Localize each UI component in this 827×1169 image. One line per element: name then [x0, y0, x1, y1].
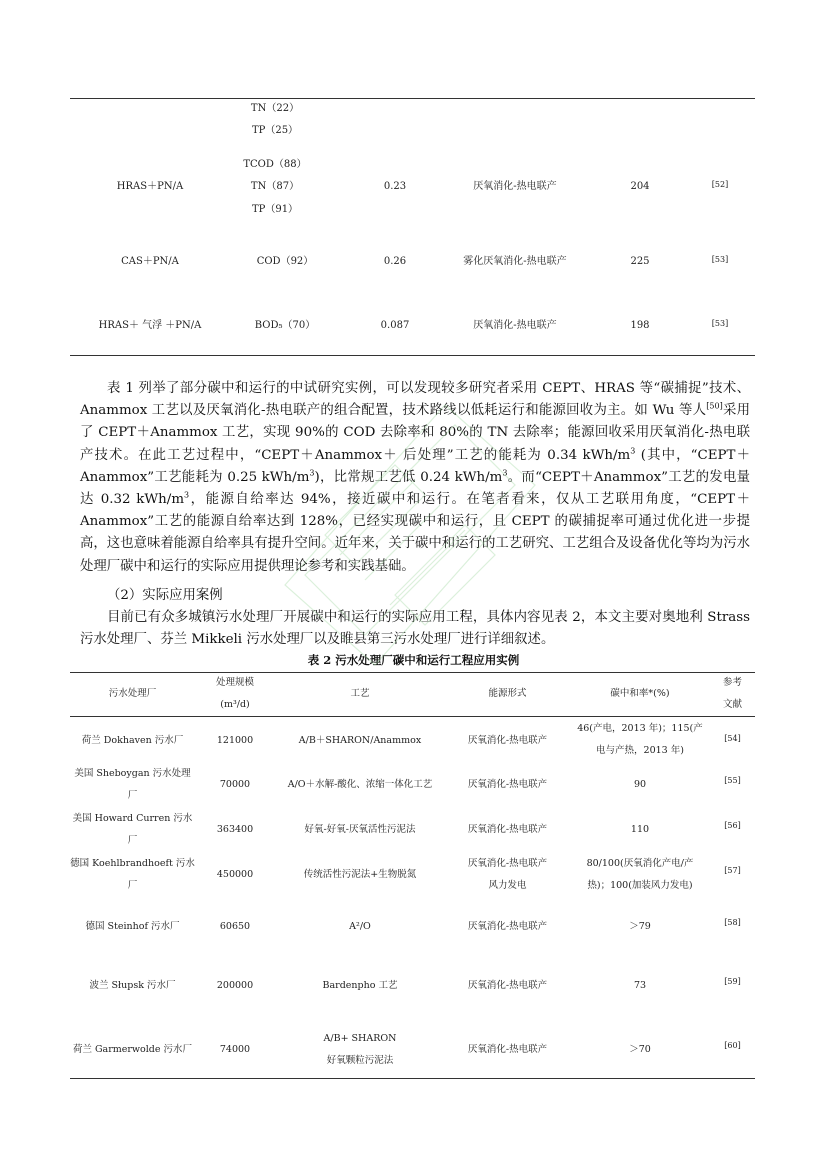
t2-header-scale-2: (m³/d) [220, 699, 250, 710]
t2-r3-energy-0: 厌氧消化-热电联产 [467, 858, 548, 869]
table1-bottom-rule [70, 355, 755, 356]
table2-bottom-rule [70, 1078, 755, 1079]
t2-r6-plant: 荷兰 Garmerwolde 污水厂 [72, 1044, 193, 1055]
t2-r0-scale: 121000 [216, 735, 254, 746]
t2-r3-energy-1: 风力发电 [488, 880, 527, 891]
t2-r3-rate-0: 80/100(厌氧消化产电/产 [586, 858, 694, 869]
t2-r0-rate-0: 46(产电，2013 年)；115(产 [577, 723, 703, 734]
t2-r3-plant-1: 厂 [127, 880, 138, 891]
t2-header-ref-1: 参考 [722, 677, 742, 688]
t1-r3-process: HRAS＋ 气浮 ＋PN/A [98, 320, 202, 331]
t1-r0-removal-0: TN（22） [250, 103, 300, 114]
t1-r3-rate: 198 [630, 320, 650, 331]
t1-r1-removal-0: TCOD（88） [243, 159, 307, 170]
p1-citation[interactable]: [50] [706, 401, 723, 411]
t2-r5-ref: [59] [724, 977, 741, 986]
t2-r2-plant-0: 美国 Howard Curren 污水 [72, 813, 193, 824]
t1-r2-rate: 225 [630, 256, 650, 267]
table2-top-rule [70, 672, 755, 673]
t2-r0-process: A/B＋SHARON/Anammox [298, 735, 422, 746]
t2-r0-plant: 荷兰 Dokhaven 污水厂 [81, 735, 184, 746]
t1-r2-ref: [53] [711, 255, 729, 264]
t2-header-scale-1: 处理规模 [215, 677, 254, 688]
t1-r2-energy-type: 雾化厌氧消化-热电联产 [463, 256, 567, 267]
body-paragraph-1 [80, 378, 750, 578]
section-heading: （2）实际应用案例 [107, 588, 223, 603]
t2-r5-plant: 波兰 Słupsk 污水厂 [89, 980, 176, 991]
t1-r3-removal-0: BOD₅（70） [254, 320, 316, 331]
t2-r1-plant-0: 美国 Sheboygan 污水处理 [74, 768, 191, 779]
t2-r2-rate: 110 [630, 824, 650, 835]
t2-r5-energy: 厌氧消化-热电联产 [467, 980, 548, 991]
p1-text-a: 表 1 列举了部分碳中和运行的中试研究实例，可以发现较多研究者采用 CEPT、HRAS 等“碳捕捉”技术、Anammox 工艺以及厌氧消化-热电联产的组合配置，技术路线以低耗运行和能源回收为主。如 Wu 等人 [80, 381, 750, 419]
t2-r0-energy: 厌氧消化-热电联产 [467, 735, 548, 746]
p1-text-f: ，能源自给率达 94%，接近碳中和运行。在笔者看来，仅从工艺联用角度，“CEPT＋ Anammox”工艺的能源自给率达到 128%，已经实现碳中和运行，且 CEPT 的碳捕捉率可通过优化进一步提高，这也意味着能源自给率具有提升空间。近年来，关于碳中和运行的工艺研究、工艺组合及设备优化等均为污水处理厂碳中和运行的实际应用提供理论参考和实践基础。 [80, 492, 751, 574]
t2-r6-ref: [60] [724, 1041, 741, 1050]
t2-r1-rate: 90 [633, 779, 647, 790]
t2-r3-process: 传统活性污泥法+生物脱氮 [303, 869, 417, 880]
t2-r4-energy: 厌氧消化-热电联产 [467, 921, 548, 932]
p1-superscript: 3 [630, 446, 636, 456]
p1-text-b: 采用了 CEPT＋Anammox 工艺，实现 90%的 COD 去除率和 80%的 TN 去除率；能源回收采用厌氧消化-热电联产技术。在此工艺过程中，“CEPT＋Anammox＋ 后处理”工艺的能耗为 0.34 kWh/m [80, 403, 750, 463]
t2-r5-rate: 73 [633, 980, 647, 991]
t2-r1-plant-1: 厂 [127, 790, 138, 801]
p1-superscript: 3 [309, 468, 315, 478]
t2-r3-rate-1: 热)；100(加装风力发电) [587, 880, 693, 891]
table2-caption: 表 2 污水处理厂碳中和运行工程应用实例 [307, 653, 520, 667]
t2-r6-process-0: A/B+ SHARON [323, 1033, 397, 1044]
t2-header-rate: 碳中和率*(%) [610, 688, 670, 699]
t2-r5-scale: 200000 [216, 980, 254, 991]
t2-r6-scale: 74000 [219, 1044, 251, 1055]
p1-text-d: )，比常规工艺低 0.24 kWh/m [314, 469, 503, 485]
t1-r2-energy: 0.26 [383, 256, 407, 267]
t2-r1-energy: 厌氧消化-热电联产 [467, 779, 548, 790]
t2-r3-plant-0: 德国 Koehlbrandhoeft 污水 [70, 858, 195, 869]
t1-r1-energy: 0.23 [383, 181, 407, 192]
t1-r3-energy: 0.087 [380, 320, 410, 331]
t2-r1-process: A/O＋水解-酸化、浓缩一体化工艺 [287, 779, 433, 790]
t2-r5-process: Bardenpho 工艺 [322, 980, 398, 991]
t2-r2-ref: [56] [724, 821, 741, 830]
t2-r1-ref: [55] [724, 776, 741, 785]
t2-r4-process: A²/O [349, 921, 371, 932]
t1-r2-process: CAS＋PN/A [121, 256, 179, 267]
t1-r1-rate: 204 [630, 181, 650, 192]
t2-r0-ref: [54] [724, 734, 741, 743]
p1-superscript: 3 [184, 490, 190, 500]
t2-header-process: 工艺 [350, 688, 370, 699]
t2-r6-rate: ＞70 [629, 1044, 651, 1055]
t2-r2-scale: 363400 [216, 824, 254, 835]
t1-r3-ref: [53] [711, 319, 729, 328]
t2-r0-rate-1: 电与产热，2013 年) [596, 745, 684, 756]
t1-r1-removal-2: TP（91） [251, 204, 299, 215]
p1-text-c: (其中，“CEPT＋Anammox”工艺能耗为 0.25 kWh/m [80, 447, 750, 485]
t2-header-ref-2: 文献 [722, 699, 742, 710]
t2-r4-scale: 60650 [219, 921, 251, 932]
t2-r1-scale: 70000 [219, 779, 251, 790]
t2-r2-energy: 厌氧消化-热电联产 [467, 824, 548, 835]
t2-r2-plant-1: 厂 [127, 835, 138, 846]
p1-text-e: 。而“CEPT＋Anammox”工艺的发电量达 0.32 kWh/m [80, 469, 751, 508]
t2-r2-process: 好氧-好氧-厌氧活性污泥法 [304, 824, 416, 835]
t1-r1-ref: [52] [711, 180, 729, 189]
t1-r2-removal-0: COD（92） [256, 256, 314, 267]
t2-r3-scale: 450000 [216, 869, 254, 880]
t1-r0-removal-1: TP（25） [251, 125, 299, 136]
t2-r6-process-1: 好氧颗粒污泥法 [326, 1055, 394, 1066]
t1-r1-removal-1: TN（87） [250, 181, 300, 192]
table1-top-rule [70, 98, 755, 99]
t2-header-energy: 能源形式 [488, 688, 527, 699]
body-paragraph-2: 目前已有众多城镇污水处理厂开展碳中和运行的实际应用工程，具体内容见表 2，本文主要对奥地利 Strass 污水处理厂、芬兰 Mikkeli 污水处理厂以及睢县第三污水处理厂进行详细叙述。 [80, 610, 750, 648]
t1-r3-energy-type: 厌氧消化-热电联产 [473, 320, 557, 331]
table2-header-rule [70, 716, 755, 717]
t1-r1-process: HRAS＋PN/A [116, 181, 184, 192]
t2-r4-ref: [58] [724, 918, 741, 927]
t1-r1-energy-type: 厌氧消化-热电联产 [473, 181, 557, 192]
p1-superscript: 3 [502, 468, 508, 478]
t2-header-plant: 污水处理厂 [108, 688, 157, 699]
t2-r6-energy: 厌氧消化-热电联产 [467, 1044, 548, 1055]
t2-r3-ref: [57] [724, 866, 741, 875]
t2-r4-plant: 德国 Steinhof 污水厂 [85, 921, 180, 932]
t2-r4-rate: ＞79 [629, 921, 651, 932]
